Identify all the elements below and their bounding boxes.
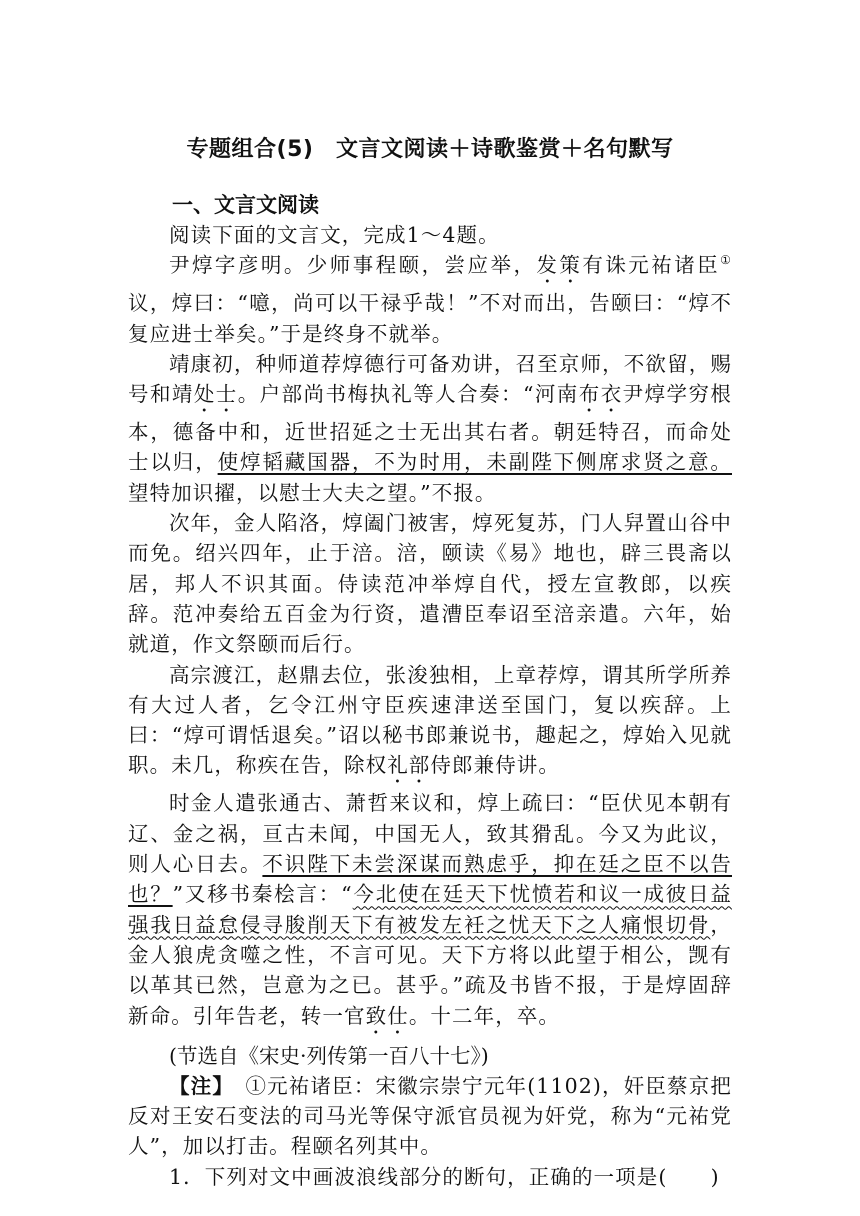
passage-paragraph-4 xyxy=(128,660,732,789)
underlined-sentence: 不识陛下未尝深谋而熟虑乎，抑在廷之臣不以告也？ xyxy=(128,852,732,907)
instruction: 阅读下面的文言文，完成1～4题。 xyxy=(169,223,500,247)
passage-paragraph-2 xyxy=(128,349,732,508)
underlined-sentence: 使焞韬藏国器，不为时用，未副陛下侧席求贤之意。 xyxy=(217,450,732,475)
page-title: 专题组合(5) 文言文阅读＋诗歌鉴赏＋名句默写 xyxy=(186,137,674,162)
text-run: 。户部尚书梅执礼等人合奏：“河南 xyxy=(237,382,579,407)
dotted-word: 处士 xyxy=(193,382,238,407)
source-citation: (节选自《宋史·列传第一百八十七》) xyxy=(169,1043,489,1068)
text-run: 望特加识擢，以慰士大夫之望。”不报。 xyxy=(128,480,497,505)
document-body xyxy=(128,190,732,1192)
text-run: 有诛元祐诸臣 xyxy=(582,253,721,278)
passage-paragraph-5 xyxy=(128,788,732,1038)
text-run: 高宗渡江，赵鼎去位，张浚独相，上章荐焞，谓其所学所养有大过人者，乞令江州守臣疾速津送至国门，复以疾辞。上曰：“焞可谓恬退矣。”诏以秘书郎兼说书，趣起之，焞始入见就职。未几，称疾在告，除权 xyxy=(128,662,732,778)
text-run: 议，焞曰：“噫，尚可以干禄乎哉！”不对而出，告颐曰：“焞不复应进士举矣。”于是终身不就举。 xyxy=(128,291,732,346)
dotted-word: 发策 xyxy=(536,253,583,278)
text-run: 侍郎兼侍讲。 xyxy=(430,753,561,778)
text-run: ，金人狼虎贪噬之性，不言可见。天下方将以此望于相公，觊有以革其已然，岂意为之已。甚乎。”疏及书皆不报，于是焞固辞新命。引年告老，转一官 xyxy=(128,912,732,1028)
dotted-word: 致仕 xyxy=(365,1003,409,1028)
footnote-marker: ① xyxy=(720,253,732,268)
question-1: 1．下列对文中画波浪线部分的断句，正确的一项是( ) xyxy=(169,1164,720,1189)
passage-paragraph-3: 次年，金人陷洛，焞阖门被害，焞死复苏，门人舁置山谷中而免。绍兴四年，止于涪。涪，颐读《易》地也，辟三畏斋以居，邦人不识其面。侍读范冲举焞自代，授左宣教郎，以疾辞。范冲奏给五百金为行资，遣漕臣奉诏至涪亲遣。六年，始就道，作文祭颐而后行。 xyxy=(128,511,732,657)
text-run: 。十二年，卒。 xyxy=(408,1003,561,1028)
dotted-word: 布衣 xyxy=(578,382,623,407)
dotted-word: 礼部 xyxy=(387,753,431,778)
text-run: 靖康初，种师道荐焞德行可备劝讲，召至京师，不欲留，赐号和靖 xyxy=(128,351,732,407)
text-run: 时金人遣张通古、萧哲来议和，焞上疏曰：“臣伏见本朝有辽、金之祸，亘古未闻，中国无人，致其猾乱。今又为此议，则人心日去。 xyxy=(128,791,732,877)
passage-paragraph-1 xyxy=(128,250,732,349)
section-heading: 一、文言文阅读 xyxy=(172,193,319,217)
text-run: 尹焞学穷根本，德备中和，近世招延之士无出其右者。朝廷特召，而命处士以归， xyxy=(128,382,733,475)
wavy-underlined-passage: 今北使在廷天下忧愤若和议一成彼日益强我日益怠侵寻朘削天下有被发左衽之忧天下之人痛恨切骨 xyxy=(128,882,732,937)
text-run: ”又移书秦桧言：“ xyxy=(172,882,353,907)
text-run: 尹焞字彦明。少师事程颐，尝应举， xyxy=(169,253,537,278)
note-text: ①元祐诸臣：宋徽宗崇宁元年(1102)，奸臣蔡京把反对王安石变法的司马光等保守派官员视为奸党，称为“元祐党人”，加以打击。程颐名列其中。 xyxy=(128,1073,733,1159)
note-tag: 【注】 xyxy=(169,1073,224,1098)
footnote xyxy=(128,1071,732,1162)
